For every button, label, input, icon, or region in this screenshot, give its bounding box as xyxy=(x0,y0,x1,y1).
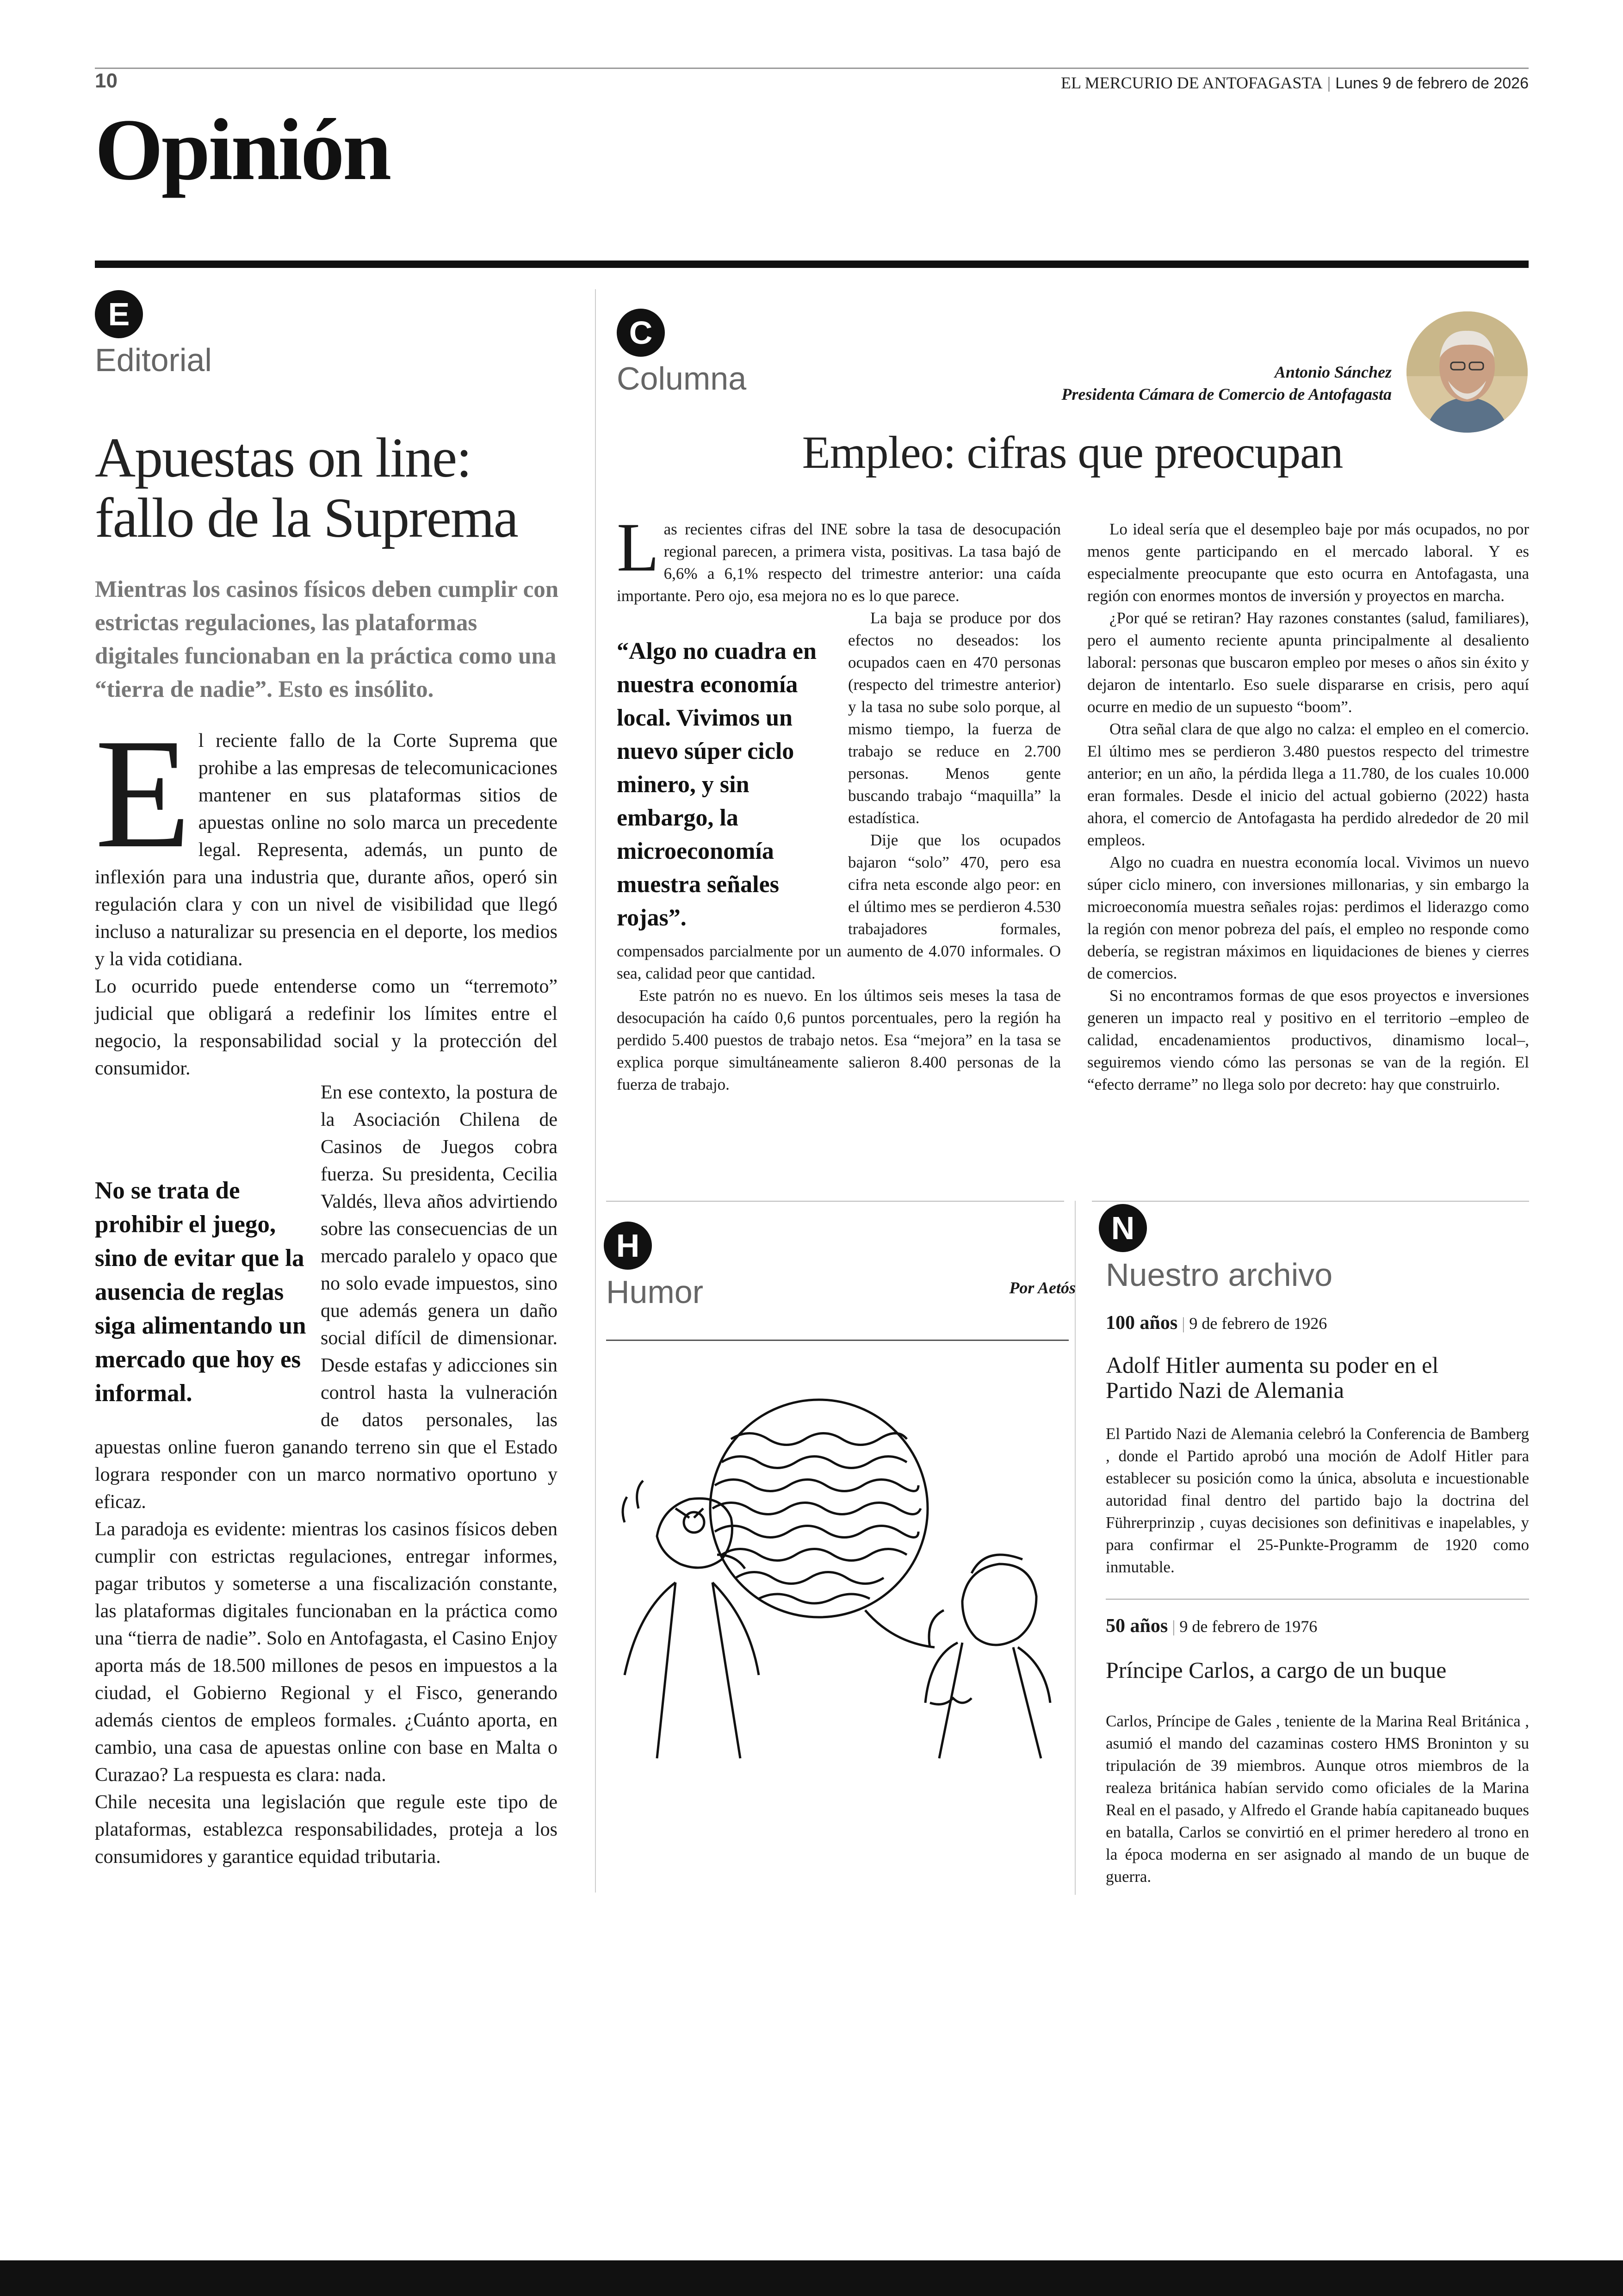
archive-text: El Partido Nazi de Alemania celebró la Conferencia de Bamberg , donde el Partido aprobó una moción de Adolf Hitler para establecer su posición como la única, absoluta e incuestionable autoridad final dentro del partido bajo la doctrina del Führerprinzip , cuyas decisiones son definitivas e inapelables, y para confirmar el 25-Punkte-Programm de 1920 como inmutable. xyxy=(1106,1425,1529,1576)
column-paragraph: Lo ideal sería que el desempleo baje por más ocupados, no por menos gente participando en el mercado laboral. Y es especialmente preocupante que esto ocurra en Antofagasta, una región con enormes montos de inversión y proyectos en marcha. xyxy=(1087,520,1529,605)
column-text-right xyxy=(1087,518,1529,1096)
editorial-body-2 xyxy=(95,1079,558,1871)
cartoon-illustration xyxy=(606,1370,1069,1777)
drop-cap: L xyxy=(617,509,659,586)
editorial-body xyxy=(95,706,558,1082)
archive-date-line: 50 años | 9 de febrero de 1976 xyxy=(1106,1615,1318,1637)
editorial-lead: Mientras los casinos físicos deben cumplir con estrictas regulaciones, las plataformas digitales funcionaban en la práctica como una “tierra de nadie”. Esto es insólito. xyxy=(95,577,559,702)
column-paragraph: Si no encontramos formas de que esos proyectos e inversiones generen un impacto real y positivo en el territorio –empleo de calidad, encadenamientos productivos, dinamismo local–, seguiremos viendo cómo las personas se van de la región. El “efecto derrame” no llega solo por decreto: hay que construirlo. xyxy=(1087,987,1529,1093)
column-paragraph: Otra señal clara de que algo no calza: el empleo en el comercio. El último mes se perdieron 3.480 puestos respecto del trimestre anterior; en un año, la pérdida llega a 11.780, de los cuales 10.000 eran formales. Desde el inicio del actual gobierno (2022) hasta ahora, el comercio de Antofagasta ha perdido alrededor de 20 mil empleos. xyxy=(1087,720,1529,849)
column-paragraph: La baja se produce por dos efectos no deseados: los ocupados caen en 470 personas (respecto del trimestre anterior) y la tasa no sube solo porque, al mismo tiempo, la fuerza de trabajo se reduce en 2.700 personas. Menos gente buscando trabajo “maquilla” la estadística. xyxy=(848,609,1061,827)
author-photo xyxy=(1406,311,1528,433)
publication-name: EL MERCURIO DE ANTOFAGASTA xyxy=(1061,74,1323,92)
editorial-badge: E xyxy=(95,290,143,338)
archive-top-rule xyxy=(1092,1201,1529,1202)
editorial-title xyxy=(95,428,518,548)
column-pull-quote: “Algo no cuadra en nuestra economía local. Vivimos un nuevo súper ciclo minero, y sin embargo, la microeconomía muestra señales rojas”. xyxy=(617,638,817,931)
column-paragraph: as recientes cifras del INE sobre la tasa de desocupación regional parecen, a primera vista, positivas. La tasa bajó de 6,6% a 6,1% respecto del trimestre anterior: una caída importante. Pero ojo, esa mejora no es lo que parece. xyxy=(617,520,1061,605)
archive-date-line: 100 años | 9 de febrero de 1926 xyxy=(1106,1312,1327,1334)
editorial-label: Editorial xyxy=(95,342,212,378)
archive-years: 50 años xyxy=(1106,1615,1168,1637)
humor-badge: H xyxy=(604,1222,652,1270)
humor-label: Humor xyxy=(606,1274,704,1310)
editorial-paragraph: Chile necesita una legislación que regule este tipo de plataformas, establezca responsabilidades, proteja a los consumidores y garantice equidad tributaria. xyxy=(95,1792,558,1868)
archive-item xyxy=(1106,1615,1529,1888)
section-divider xyxy=(95,261,1529,268)
column-paragraph: Dije que los ocupados bajaron “solo” 470, pero esa cifra neta esconde algo peor: en el último mes se perdieron 4.530 trabajadores formales, compensados parcialmente por un aumento de 4.070 informales. O sea, calidad peor que cantidad. xyxy=(617,831,1061,982)
page-number: 10 xyxy=(95,69,118,92)
archive-title: Adolf Hitler aumenta su poder en el Partido Nazi de Alemania xyxy=(1106,1352,1439,1403)
masthead-line: EL MERCURIO DE ANTOFAGASTA | Lunes 9 de febrero de 2026 xyxy=(1061,74,1529,92)
archive-title: Príncipe Carlos, a cargo de un buque xyxy=(1106,1657,1447,1683)
editorial-title-line: fallo de la Suprema xyxy=(95,487,518,549)
archive-years: 100 años xyxy=(1106,1312,1178,1334)
column-label: Columna xyxy=(617,360,747,397)
editorial-paragraph: La paradoja es evidente: mientras los casinos físicos deben cumplir con estrictas regulaciones, entregar informes, pagar tributos y someterse a una fiscalización constante, las plataformas digitales funcionaban en la práctica como una “tierra de nadie”. Solo en Antofagasta, el Casino Enjoy aporta más de 18.500 millones de pesos en impuestos a la ciudad, el Gobierno Regional y el Fisco, generando además cientos de empleos formales. ¿Cuánto aporta, en cambio, una casa de apuestas online con base en Malta o Curazao? La respuesta es clara: nada. xyxy=(95,1519,558,1786)
bottom-separator xyxy=(1075,1201,1076,1895)
archive-divider xyxy=(1106,1599,1529,1600)
column-paragraph: Este patrón no es nuevo. En los últimos seis meses la tasa de desocupación ha caído 0,6 puntos porcentuales, pero la región ha perdido 5.400 puestos de trabajo netos. Esa “mejora” en la tasa se explica porque simultáneamente salieron 8.400 personas de la fuerza de trabajo. xyxy=(617,987,1061,1093)
humor-byline: Por Aetós xyxy=(1009,1278,1076,1297)
footer-bar xyxy=(0,2260,1623,2296)
section-title: Opinión xyxy=(95,101,390,199)
archive-text: Carlos, Príncipe de Gales , teniente de la Marina Real Británica , asumió el mando del cazaminas costero HMS Broninton y su tripulación de 39 miembros. Aunque otros miembros de la realeza británica habían servido como oficiales de la Marina Real en el pasado, y Alfredo el Grande había capitaneado buques en batalla, Carlos se convirtió en el primer heredero al trono en la época moderna en ser asignado al mando de un buque de guerra. xyxy=(1106,1712,1529,1886)
header-rule xyxy=(95,68,1529,69)
humor-top-rule xyxy=(606,1201,1064,1202)
column-text-left xyxy=(617,509,1061,1096)
editorial-title-line: Apuestas on line: xyxy=(95,427,471,489)
avatar xyxy=(1406,311,1528,433)
archive-badge: N xyxy=(1099,1204,1147,1252)
cartoon xyxy=(606,1370,1069,1777)
column-badge: C xyxy=(617,309,665,357)
archive-label: Nuestro archivo xyxy=(1106,1257,1333,1293)
column-separator xyxy=(595,289,596,1893)
drop-cap: E xyxy=(95,706,191,881)
column-paragraph: ¿Por qué se retiran? Hay razones constantes (salud, familiares), pero el aumento reciente apunta principalmente al desaliento laboral: personas que buscaron empleo por meses o años sin éxito y dejaron de intentarlo. Eso suele dispararse en crisis, pero aquí ocurre en medio de un supuesto “boom”. xyxy=(1087,609,1529,716)
column-title: Empleo: cifras que preocupan xyxy=(802,427,1343,478)
archive-date: 9 de febrero de 1926 xyxy=(1189,1314,1327,1333)
editorial-paragraph: En ese contexto, la postura de la Asociación Chilena de Casinos de Juegos cobra fuerza. Su presidenta, Cecilia Valdés, lleva años advirtiendo sobre las consecuencias de un mercado paralelo y opaco que no solo evade impuestos, sino que además genera un daño social difícil de dimensionar. Desde estafas y adicciones sin control hasta la vulneración de datos personales, las apuestas online fueron ganando terreno sin que el Estado lograra responder con un marco normativo oportuno y eficaz. xyxy=(95,1082,558,1513)
issue-date: Lunes 9 de febrero de 2026 xyxy=(1335,74,1529,92)
editorial-paragraph: Lo ocurrido puede entenderse como un “terremoto” judicial que obligará a redefinir los límites entre el negocio, la responsabilidad social y la protección del consumidor. xyxy=(95,976,558,1079)
author-role: Presidenta Cámara de Comercio de Antofagasta xyxy=(1061,385,1392,403)
archive-item xyxy=(1106,1312,1529,1578)
author-block xyxy=(1061,361,1392,405)
humor-rule xyxy=(606,1340,1069,1341)
archive-date: 9 de febrero de 1976 xyxy=(1179,1617,1318,1636)
column-paragraph: Algo no cuadra en nuestra economía local. Vivimos un nuevo súper ciclo minero, con inversiones millonarias, y sin embargo la microeconomía muestra señales rojas: perdimos el liderazgo como la región con menor pobreza del país, el empleo no responde como debería, se registran máximos en liquidaciones de bienes y cierres de comercios. xyxy=(1087,853,1529,982)
editorial-paragraph: l reciente fallo de la Corte Suprema que prohibe a las empresas de telecomunicaciones mantener en sus plataformas sitios de apuestas online no solo marca un precedente legal. Representa, además, un punto de inflexión para una industria que, durante años, operó sin regulación clara y con un nivel de visibilidad que llegó incluso a naturalizar su presencia en el deporte, los medios y la vida cotidiana. xyxy=(95,730,558,970)
editorial-pull-quote: No se trata de prohibir el juego, sino de evitar que la ausencia de reglas siga alimentando un mercado que hoy es informal. xyxy=(95,1177,306,1407)
author-name: Antonio Sánchez xyxy=(1274,363,1392,381)
